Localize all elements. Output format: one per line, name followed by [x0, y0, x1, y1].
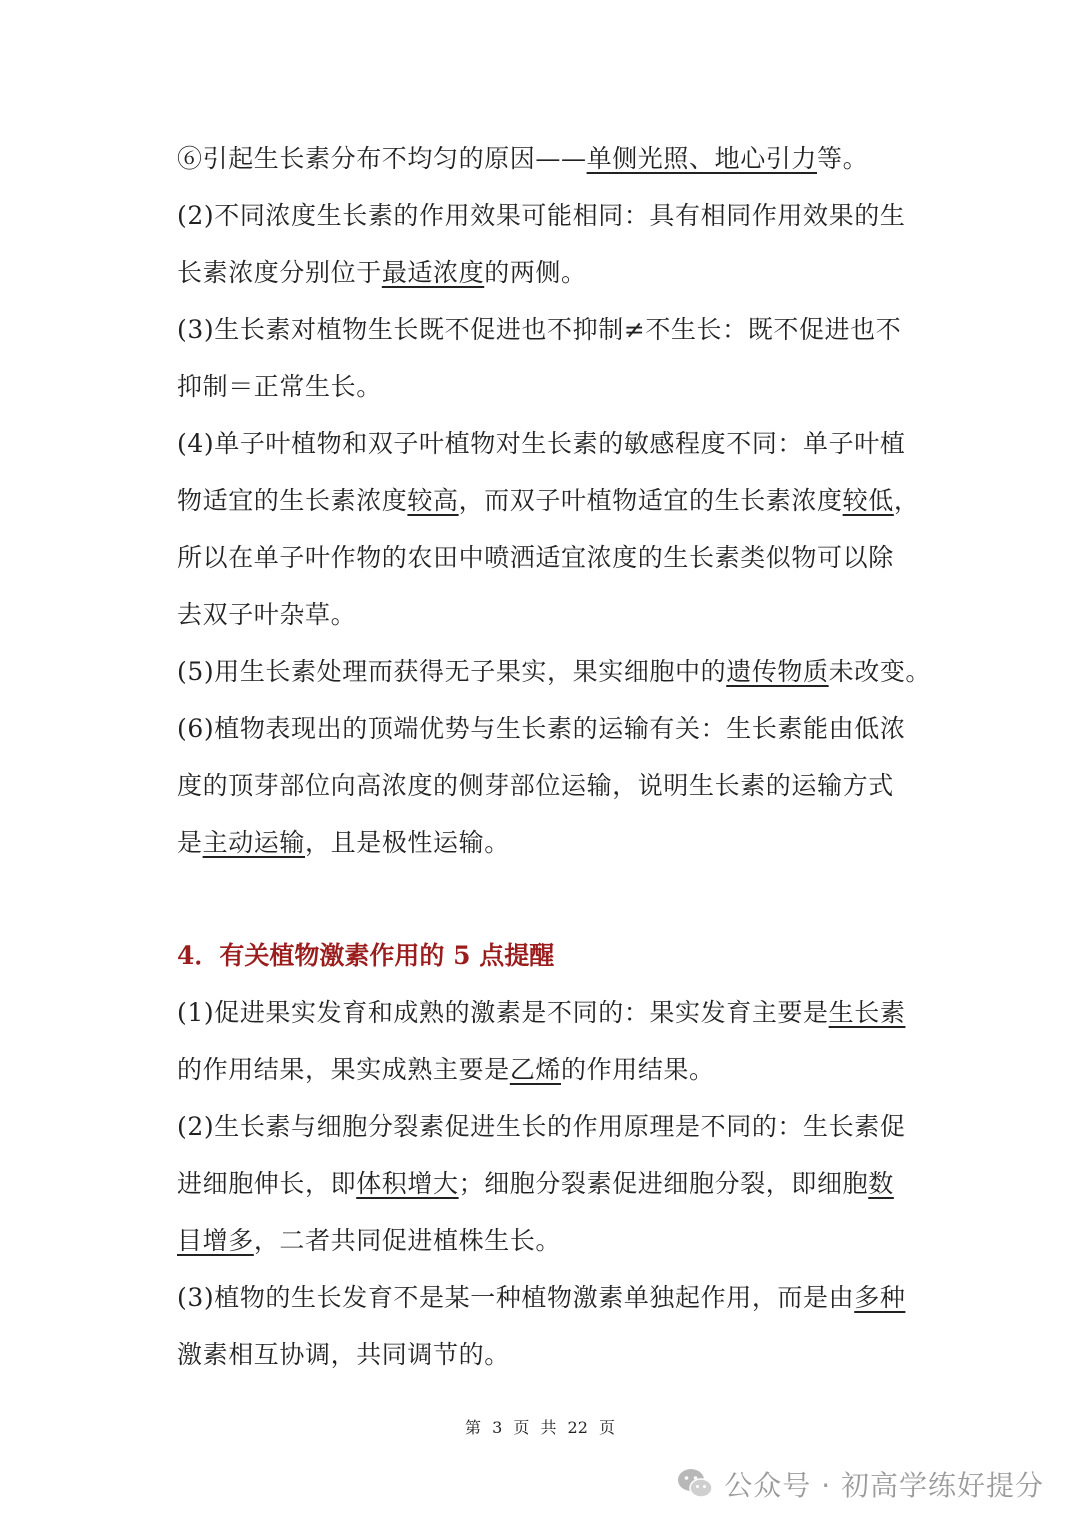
text-segment: 所以在单子叶作物的农田中喷洒适宜浓度的生长素类似物可以除 [177, 543, 894, 572]
underlined-answer: 单侧光照、地心引力 [586, 144, 818, 173]
document-body [177, 130, 937, 1383]
text-segment: ⑥引起生长素分布不均匀的原因—— [177, 144, 587, 173]
paragraph-block-2 [177, 984, 937, 1383]
text-line [177, 1098, 937, 1155]
text-segment: ，且是极性运输。 [305, 828, 510, 857]
text-line [177, 1155, 937, 1212]
text-segment: 进细胞伸长，即 [177, 1169, 357, 1198]
text-segment: ；细胞分裂素促进细胞分裂，即细胞 [458, 1169, 869, 1198]
watermark-text: 公众号 · 初高学练好提分 [724, 1469, 1044, 1502]
text-segment: 去双子叶杂草。 [177, 600, 357, 629]
underlined-answer: 较高 [407, 486, 459, 515]
underlined-answer: 乙烯 [509, 1055, 562, 1084]
text-line [177, 187, 937, 244]
text-segment: 是 [177, 828, 203, 857]
text-segment: (3)生长素对植物生长既不促进也不抑制≠不生长：既不促进也不 [177, 315, 902, 344]
text-segment: 的两侧。 [484, 258, 587, 287]
text-segment: (2)生长素与细胞分裂素促进生长的作用原理是不同的：生长素促 [177, 1112, 906, 1141]
text-segment: 物适宜的生长素浓度 [177, 486, 408, 515]
text-segment: 未改变。 [828, 657, 932, 686]
text-segment: ，而双子叶植物适宜的生长素浓度 [458, 486, 843, 515]
page-footer: 第 3 页 共 22 页 [465, 1418, 615, 1437]
watermark [676, 1460, 1044, 1508]
text-segment: (5)用生长素处理而获得无子果实，果实细胞中的 [177, 657, 727, 686]
text-line [177, 1212, 937, 1269]
text-line [177, 1041, 937, 1098]
text-segment: 度的顶芽部位向高浓度的侧芽部位运输，说明生长素的运输方式 [177, 771, 894, 800]
wechat-icon [676, 1467, 714, 1501]
text-segment: (2)不同浓度生长素的作用效果可能相同：具有相同作用效果的生 [177, 201, 906, 230]
text-segment: 激素相互协调，共同调节的。 [177, 1340, 510, 1369]
paragraph-block-1 [177, 130, 937, 871]
text-segment: (4)单子叶植物和双子叶植物对生长素的敏感程度不同：单子叶植 [177, 429, 906, 458]
text-segment: 的作用结果。 [561, 1055, 715, 1084]
text-line [177, 984, 937, 1041]
underlined-answer: 目增多 [177, 1226, 254, 1255]
text-line [177, 472, 937, 529]
text-line [177, 301, 937, 358]
text-line [177, 415, 937, 472]
text-line [177, 586, 937, 643]
underlined-answer: 主动运输 [202, 828, 306, 857]
text-line [177, 529, 937, 586]
underlined-answer: 最适浓度 [381, 258, 485, 287]
text-segment: (3)植物的生长发育不是某一种植物激素单独起作用，而是由 [177, 1283, 855, 1312]
text-line [177, 643, 937, 700]
text-segment: ，二者共同促进植株生长。 [253, 1226, 562, 1255]
text-line [177, 700, 937, 757]
text-segment: (1)促进果实发育和成熟的激素是不同的：果实发育主要是 [177, 998, 829, 1027]
text-segment: 的作用结果，果实成熟主要是 [177, 1055, 510, 1084]
underlined-answer: 较低 [842, 486, 894, 515]
section-heading: 4．有关植物激素作用的 5 点提醒 [177, 941, 555, 970]
text-line [177, 757, 937, 814]
text-line [177, 1326, 937, 1383]
underlined-answer: 数 [868, 1169, 894, 1198]
text-segment: (6)植物表现出的顶端优势与生长素的运输有关：生长素能由低浓 [177, 714, 906, 743]
text-line [177, 1269, 937, 1326]
underlined-answer: 体积增大 [356, 1169, 459, 1198]
text-segment: 等。 [817, 144, 869, 173]
text-segment: 抑制＝正常生长。 [177, 372, 382, 401]
underlined-answer: 多种 [854, 1283, 906, 1312]
text-line [177, 244, 937, 301]
underlined-answer: 遗传物质 [726, 657, 829, 686]
text-line [177, 358, 937, 415]
text-segment: ， [893, 486, 920, 515]
text-line [177, 814, 937, 871]
text-segment: 长素浓度分别位于 [177, 258, 382, 287]
underlined-answer: 生长素 [828, 998, 906, 1027]
text-line [177, 130, 937, 187]
